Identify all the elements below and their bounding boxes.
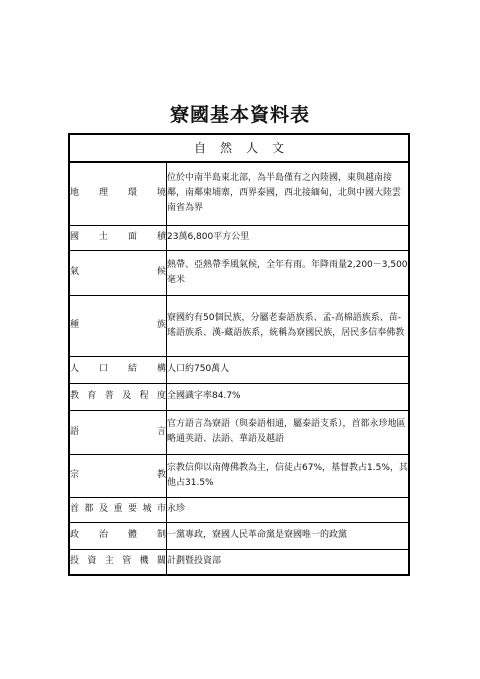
row-label: 語言: [69, 410, 167, 454]
row-label: 國土面積: [69, 225, 167, 250]
row-value: 官方語言為寮語（與泰語相通，屬泰語支系），首都永珍地區略通英語、法語、華語及越語: [167, 410, 410, 454]
section-header: 自然人文: [69, 134, 409, 162]
row-label: 人口結構: [69, 356, 167, 383]
table-row: [69, 383, 409, 410]
row-value: 計劃暨投資部: [167, 549, 410, 575]
table-row: [69, 162, 409, 225]
row-label: 種族: [69, 295, 167, 356]
row-value: 寮國約有50個民族，分屬老泰語族系、孟-高棉語族系、苗-瑤語族系、漢-藏語族系，統稱為寮國民族，居民多信奉佛教: [167, 295, 410, 356]
table-row: [69, 356, 409, 383]
row-label: 投資主管機關: [69, 549, 167, 575]
table-row: [69, 522, 409, 549]
info-table: [68, 133, 410, 576]
row-label: 政治體制: [69, 522, 167, 549]
row-value: 全國識字率84.7%: [167, 383, 410, 410]
section-header-row: [69, 134, 409, 162]
table-row: [69, 497, 409, 522]
page-title: 寮國基本資料表: [169, 104, 310, 126]
table-row: [69, 250, 409, 295]
row-value: 永珍: [167, 497, 410, 522]
row-value: 23萬6,800平方公里: [167, 225, 410, 250]
row-value: 一黨專政，寮國人民革命黨是寮國唯一的政黨: [167, 522, 410, 549]
table-row: [69, 454, 409, 497]
table-row: [69, 295, 409, 356]
table-row: [69, 225, 409, 250]
row-value: 位於中南半島東北部，為半島僅有之內陸國，東與越南接鄰，南鄰柬埔寨，西界泰國，西北接緬甸，北與中國大陸雲南省為界: [167, 162, 410, 225]
row-value: 宗教信仰以南傳佛教為主，信徒占67%，基督教占1.5%，其他占31.5%: [167, 454, 410, 497]
row-label: 首都及重要城市: [69, 497, 167, 522]
table-row: [69, 410, 409, 454]
row-label: 教育普及程度: [69, 383, 167, 410]
row-label: 地理環境: [69, 162, 167, 225]
row-label: 氣候: [69, 250, 167, 295]
row-label: 宗教: [69, 454, 167, 497]
row-value: 熱帶、亞熱帶季風氣候，全年有雨。年降雨量2,200－3,500毫米: [167, 250, 410, 295]
row-value: 人口約750萬人: [167, 356, 410, 383]
table-row: [69, 549, 409, 575]
